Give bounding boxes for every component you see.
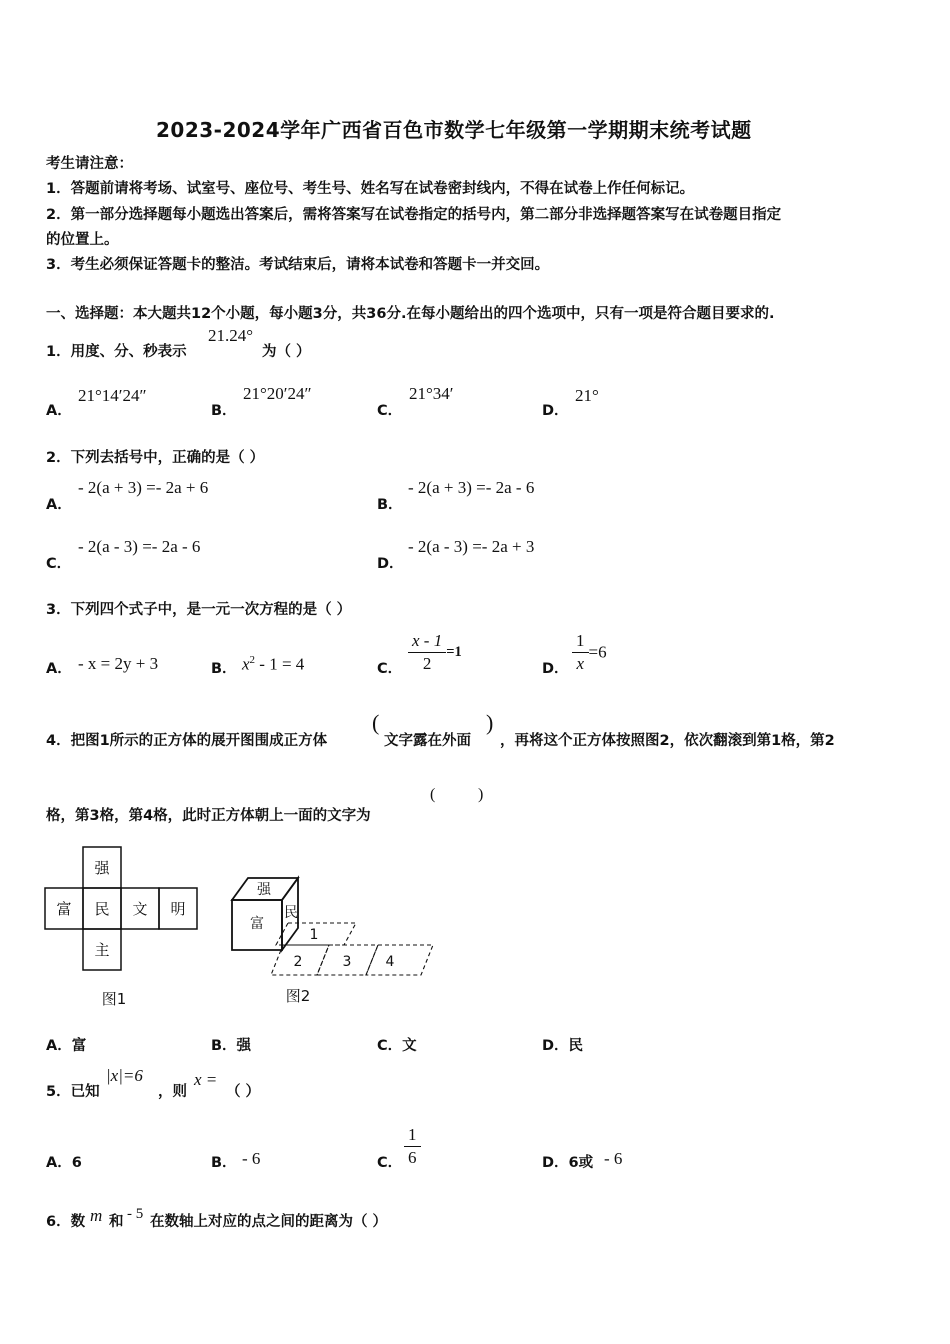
- figure-2-caption: 图2: [285, 987, 311, 1005]
- notice-item-3: 3．考生必须保证答题卡的整洁。考试结束后，请将本试卷和答题卡一并交回。: [46, 257, 550, 273]
- q4-paren-close: ): [486, 710, 494, 735]
- q2-option-b-value: - 2(a + 3) =- 2a - 6: [408, 478, 535, 497]
- q4-option-c: C．文: [377, 1038, 417, 1054]
- q3-option-a-label: A．: [46, 661, 72, 677]
- q1-option-a-label: A．: [46, 403, 72, 419]
- q4-option-a: A．富: [46, 1038, 87, 1054]
- cube-top-label: 强: [257, 882, 271, 898]
- q5-c-numerator: 1: [404, 1124, 421, 1147]
- q4-option-b: B．强: [211, 1038, 252, 1054]
- q3-c-rest: =1: [446, 644, 462, 660]
- q6-variable: m: [90, 1206, 103, 1225]
- grid-label-1: 1: [309, 927, 319, 943]
- figure-1-cube-net: [40, 840, 210, 1015]
- q1-option-b-value: 21°20′24″: [243, 384, 312, 403]
- grid-label-4: 4: [385, 954, 395, 970]
- q2-option-c-label: C．: [46, 556, 72, 572]
- q2-option-b-label: B．: [377, 497, 403, 513]
- q2-option-d-label: D．: [377, 556, 404, 572]
- q1-stem-a: 1．用度、分、秒表示: [46, 344, 187, 360]
- grid-cell-4: [366, 945, 433, 975]
- q4-stem-b: 文字露在外面: [384, 733, 471, 749]
- cube-side-label: 民: [284, 905, 298, 921]
- q4-blank-open: (: [430, 786, 436, 803]
- q5-option-b-label: B．: [211, 1155, 237, 1171]
- grid-label-2: 2: [293, 954, 303, 970]
- q5-option-c-value: [404, 1124, 421, 1169]
- q2-option-d-value: - 2(a - 3) =- 2a + 3: [408, 537, 535, 556]
- q4-stem-d: 格，第3格，第4格，此时正方体朝上一面的文字为: [46, 808, 371, 824]
- q1-stem-b: 为（ ）: [262, 344, 311, 360]
- q3-option-d-value: [572, 630, 607, 675]
- notice-heading: 考生请注意：: [46, 156, 133, 172]
- q3-option-c-value: [408, 630, 462, 675]
- net-label-row-3: 文: [132, 900, 148, 918]
- q3-stem: 3．下列四个式子中，是一元一次方程的是（ ）: [46, 602, 352, 618]
- q3-d-denominator: x: [576, 654, 585, 673]
- notice-item-2a: 2．第一部分选择题每小题选出答案后，需将答案写在试卷指定的括号内，第二部分非选择题答案写在试卷题目指定: [46, 207, 782, 223]
- net-label-row-1: 富: [56, 900, 72, 918]
- q5-stem-b: ，则: [158, 1084, 187, 1100]
- q4-blank-close: ): [478, 786, 484, 803]
- q1-option-a-value: 21°14′24″: [78, 386, 147, 405]
- q3-b-var: x: [242, 654, 250, 674]
- section-heading: 一、选择题：本大题共12个小题，每小题3分，共36分.在每小题给出的四个选项中，只有一项是符合题目要求的.: [46, 306, 775, 322]
- q3-option-d-label: D．: [542, 661, 569, 677]
- q6-stem-b: 和: [109, 1214, 124, 1230]
- figure-1-caption: 图1: [101, 990, 127, 1008]
- q3-d-numerator: 1: [572, 630, 589, 653]
- q3-d-rest: =6: [588, 642, 607, 662]
- q6-stem-c: 在数轴上对应的点之间的距离为（ ）: [150, 1214, 388, 1230]
- q1-value: 21.24°: [208, 326, 254, 345]
- grid-label-3: 3: [342, 954, 352, 970]
- q5-option-d-value: - 6: [604, 1149, 623, 1168]
- q1-option-c-value: 21°34′: [409, 384, 454, 403]
- q4-stem-c: ，再将这个正方体按照图2，依次翻滚到第1格，第2: [500, 733, 835, 749]
- q4-stem-a: 4．把图1所示的正方体的展开图围成正方体: [46, 733, 328, 749]
- q5-c-denominator: 6: [408, 1148, 417, 1167]
- q5-option-d-label: D．6或: [542, 1155, 594, 1171]
- net-label-bottom: 主: [94, 941, 110, 959]
- q3-c-denominator: 2: [422, 654, 432, 673]
- q2-option-a-label: A．: [46, 497, 72, 513]
- q6-number: - 5: [127, 1206, 144, 1222]
- cube-front-label: 富: [250, 916, 264, 932]
- q5-option-c-label: C．: [377, 1155, 403, 1171]
- q3-c-numerator: x - 1: [408, 630, 446, 653]
- q1-option-d-value: 21°: [575, 386, 599, 405]
- q1-option-c-label: C．: [377, 403, 403, 419]
- q3-option-b-label: B．: [211, 661, 237, 677]
- q5-condition: |x|=6: [106, 1066, 143, 1085]
- notice-item-1: 1．答题前请将考场、试室号、座位号、考生号、姓名写在试卷密封线内，不得在试卷上作任何标记。: [46, 181, 695, 197]
- notice-item-2b: 的位置上。: [46, 232, 119, 248]
- q5-ask: x =: [194, 1070, 218, 1089]
- q3-b-exponent: 2: [249, 654, 256, 666]
- q1-option-d-label: D．: [542, 403, 569, 419]
- q3-option-b-value: [242, 654, 304, 675]
- net-label-top: 强: [94, 859, 110, 877]
- q3-option-c-label: C．: [377, 661, 403, 677]
- q2-stem: 2．下列去括号中，正确的是（ ）: [46, 450, 265, 466]
- q5-option-a: A．6: [46, 1155, 82, 1171]
- q2-option-c-value: - 2(a - 3) =- 2a - 6: [78, 537, 201, 556]
- q3-option-a-value: - x = 2y + 3: [78, 654, 159, 673]
- q5-stem-a: 5．已知: [46, 1084, 100, 1100]
- q6-stem-a: 6．数: [46, 1214, 86, 1230]
- net-label-row-4: 明: [170, 900, 186, 918]
- q2-option-a-value: - 2(a + 3) =- 2a + 6: [78, 478, 209, 497]
- net-label-row-2: 民: [94, 900, 110, 918]
- q4-option-d: D．民: [542, 1038, 584, 1054]
- q1-option-b-label: B．: [211, 403, 237, 419]
- figure-2-rolling-cube: [226, 868, 441, 1013]
- q5-option-b-value: - 6: [242, 1149, 261, 1168]
- page-title: 2023-2024学年广西省百色市数学七年级第一学期期末统考试题: [156, 118, 752, 142]
- q3-b-rest: - 1 = 4: [255, 654, 305, 674]
- q4-paren-open: (: [372, 710, 380, 735]
- q5-stem-c: （ ）: [226, 1084, 261, 1100]
